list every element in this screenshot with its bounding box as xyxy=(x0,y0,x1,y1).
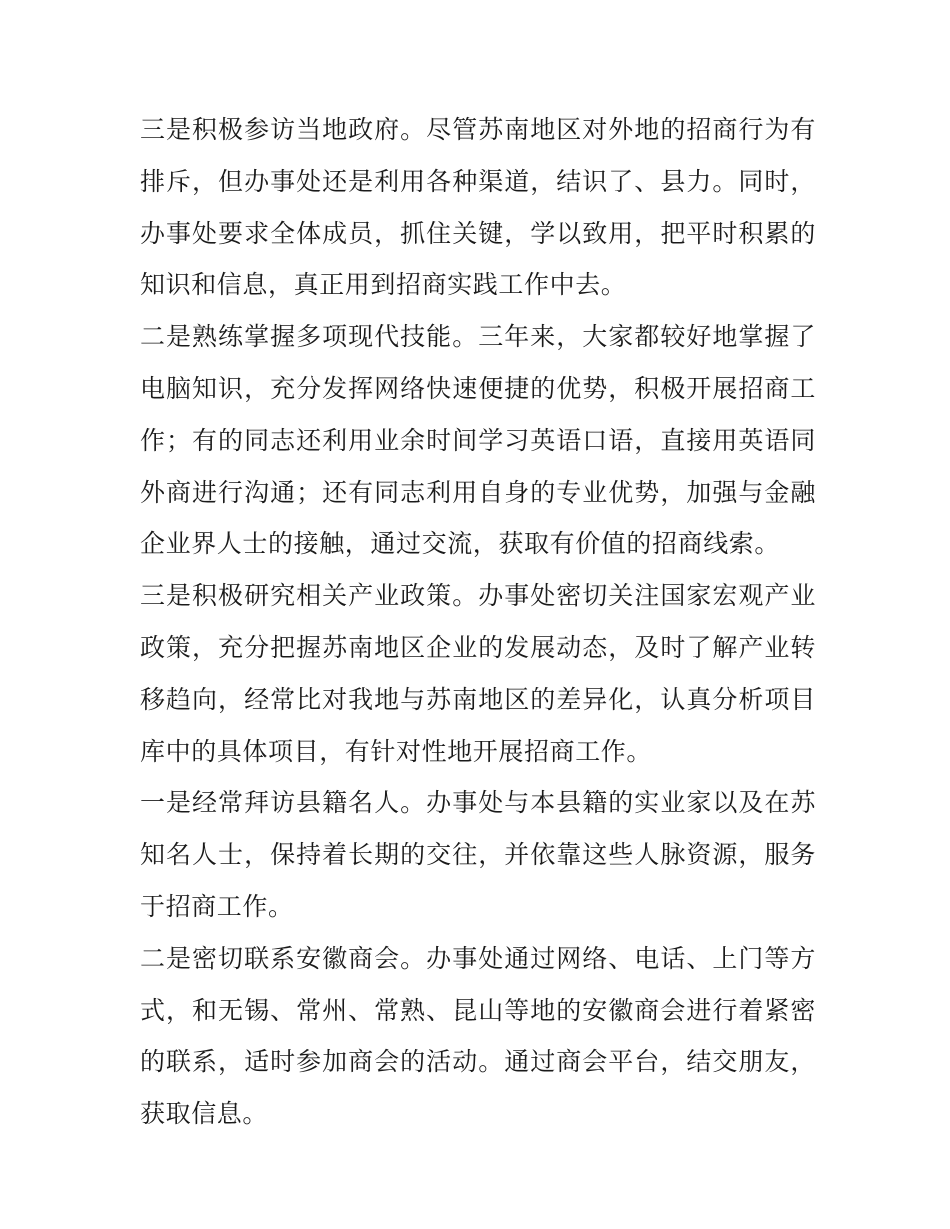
paragraph-visit-notables: 一是经常拜访县籍名人。办事处与本县籍的实业家以及在苏知名人士，保持着长期的交往，并依靠这些人脉资源，服务于招商工作。 xyxy=(140,788,816,921)
paragraph-modern-skills: 二是熟练掌握多项现代技能。三年来，大家都较好地掌握了电脑知识，充分发挥网络快速便捷的优势，积极开展招商工作；有的同志还利用业余时间学习英语口语，直接用英语同外商进行沟通；还有同志利用自身的专业优势，加强与金融企业界人士的接触，通过交流，获取有价值的招商线索。 xyxy=(140,322,816,559)
paragraph-industry-policy: 三是积极研究相关产业政策。办事处密切关注国家宏观产业政策，充分把握苏南地区企业的发展动态，及时了解产业转移趋向，经常比对我地与苏南地区的差异化，认真分析项目库中的具体项目，有针对性地开展招商工作。 xyxy=(140,581,816,766)
paragraph-chamber-of-commerce: 二是密切联系安徽商会。办事处通过网络、电话、上门等方式，和无锡、常州、常熟、昆山等地的安徽商会进行着紧密的联系，适时参加商会的活动。通过商会平台，结交朋友，获取信息。 xyxy=(140,943,816,1129)
document-body xyxy=(140,104,816,1140)
paragraph-visit-government: 三是积极参访当地政府。尽管苏南地区对外地的招商行为有排斥，但办事处还是利用各种渠道，结识了、县力。同时，办事处要求全体成员，抓住关键，学以致用，把平时积累的知识和信息，真正用到招商实践工作中去。 xyxy=(140,115,816,300)
